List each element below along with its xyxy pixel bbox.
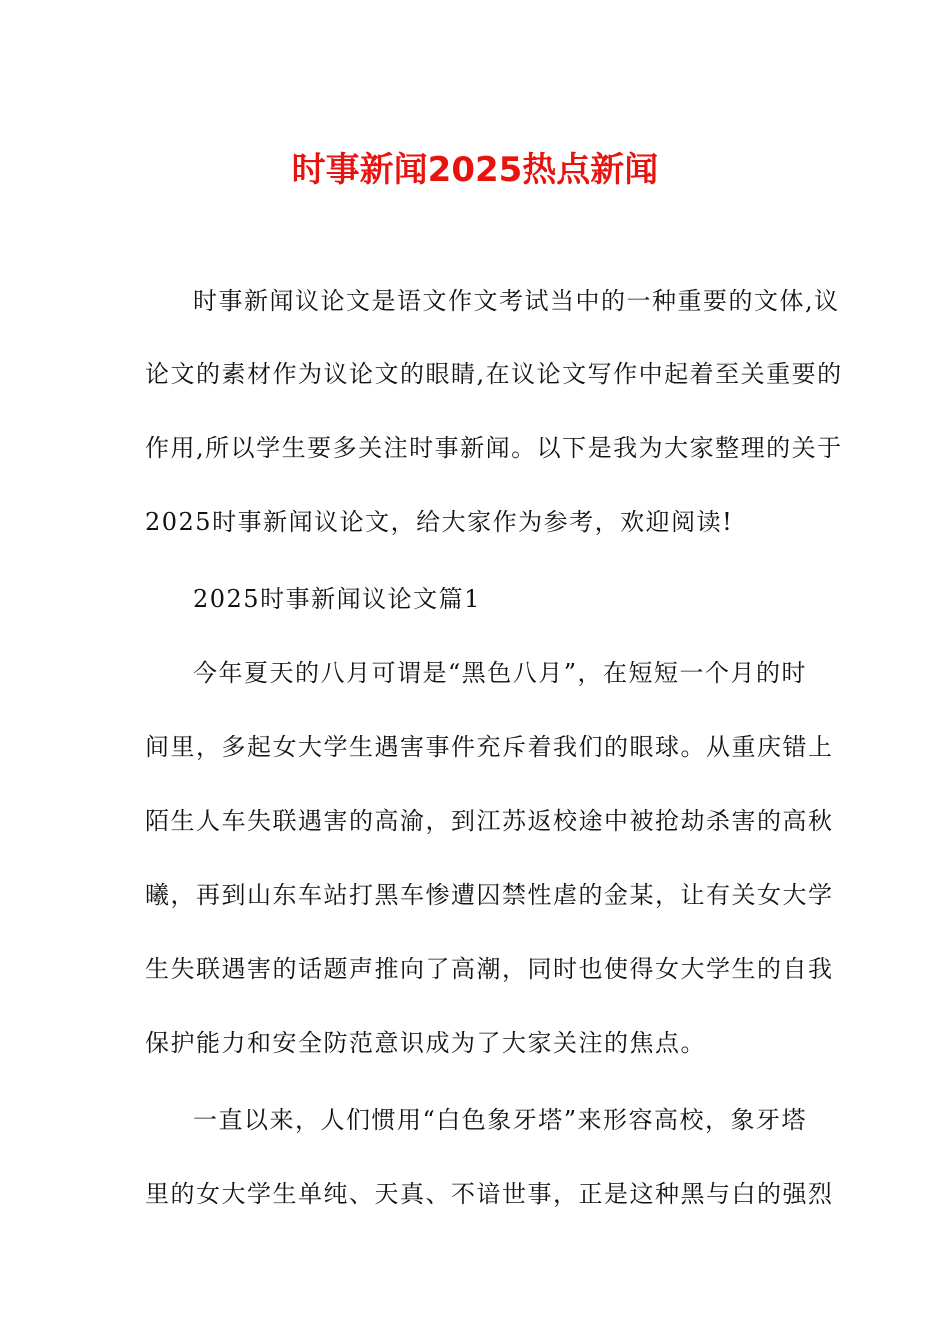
document-title: 时事新闻2025热点新闻 [291,150,659,190]
paragraph-line: 今年夏天的八月可谓是“黑色八月”，在短短一个月的时 [193,659,808,687]
paragraph-line: 一直以来，人们惯用“白色象牙塔”来形容高校，象牙塔 [193,1106,808,1134]
paragraph-line: 间里，多起女大学生遇害事件充斥着我们的眼球。从重庆错上 [145,733,834,761]
paragraph-line: 曦，再到山东车站打黑车惨遭囚禁性虐的金某，让有关女大学 [145,881,834,909]
paragraph-line: 作用,所以学生要多关注时事新闻。以下是我为大家整理的关于 [145,434,843,462]
section-heading: 2025时事新闻议论文篇1 [193,585,481,613]
paragraph-line: 2025时事新闻议论文，给大家作为参考，欢迎阅读! [145,508,734,536]
paragraph-line: 陌生人车失联遇害的高渝，到江苏返校途中被抢劫杀害的高秋 [145,807,834,835]
paragraph-line: 论文的素材作为议论文的眼睛,在议论文写作中起着至关重要的 [145,360,843,388]
paragraph-line: 保护能力和安全防范意识成为了大家关注的焦点。 [145,1029,706,1057]
paragraph-line: 里的女大学生单纯、天真、不谙世事，正是这种黑与白的强烈 [145,1180,834,1208]
paragraph-line: 生失联遇害的话题声推向了高潮，同时也使得女大学生的自我 [145,955,834,983]
paragraph-line: 时事新闻议论文是语文作文考试当中的一种重要的文体,议 [193,287,840,315]
